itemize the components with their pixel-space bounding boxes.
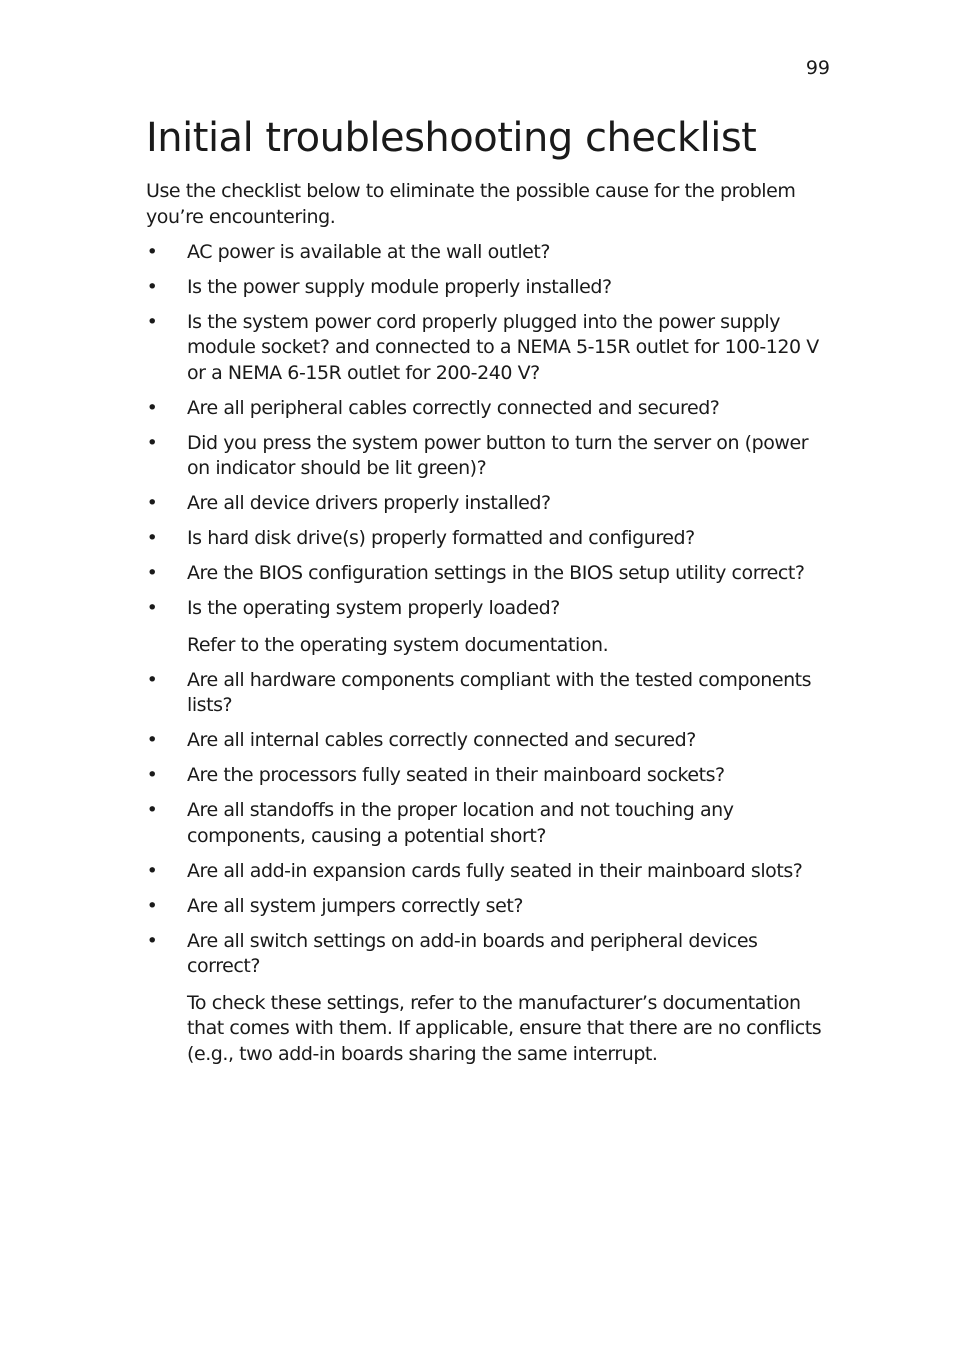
checklist-item-text: Is the power supply module properly installed? (187, 275, 612, 298)
checklist-item (146, 491, 836, 517)
bullet-icon: • (146, 929, 158, 952)
checklist-item (146, 798, 836, 849)
checklist-item-text: Are all peripheral cables correctly connected and secured? (187, 396, 720, 419)
checklist-item (146, 431, 836, 482)
checklist-item (146, 275, 836, 301)
page-title: Initial troubleshooting checklist (146, 115, 757, 161)
bullet-icon: • (146, 764, 158, 786)
checklist-item-note: To check these settings, refer to the manufacturer’s documentation that comes with them. If applicable, ensure that there are no conflicts (e.g., two add-in boards sharing the same interrupt. (187, 991, 822, 1065)
bullet-icon: • (146, 527, 158, 549)
checklist-item (146, 728, 836, 754)
checklist-item (146, 561, 836, 587)
checklist-item-text: Is the system power cord properly plugged into the power supply module socket? and connected to a NEMA 5-15R outlet for 100-120 V or a NEMA 6-15R outlet for 200-240 V? (187, 310, 819, 384)
bullet-icon: • (146, 240, 158, 263)
checklist-item-text: Is the operating system properly loaded? (187, 597, 560, 619)
bullet-icon: • (146, 894, 158, 917)
bullet-icon: • (146, 431, 158, 454)
checklist-item-text: Did you press the system power button to turn the server on (power on indicator should be lit green)? (187, 431, 809, 479)
intro-paragraph: Use the checklist below to eliminate the possible cause for the problem you’re encountering. (146, 180, 796, 228)
bullet-icon: • (146, 562, 158, 584)
page-content (146, 112, 836, 1067)
checklist-item (146, 310, 836, 387)
checklist-item-note: Refer to the operating system documentation. (187, 633, 609, 656)
bullet-icon: • (146, 310, 158, 333)
checklist-item-text: Are all add-in expansion cards fully seated in their mainboard slots? (187, 859, 803, 882)
checklist-item (146, 396, 836, 422)
checklist-item (146, 240, 836, 266)
bullet-icon: • (146, 597, 158, 619)
checklist-item (146, 526, 836, 552)
checklist-item (146, 929, 836, 1068)
bullet-icon: • (146, 729, 158, 751)
checklist-item-text: Are the BIOS configuration settings in the BIOS setup utility correct? (187, 562, 805, 584)
checklist-item-text: Are all standoffs in the proper location and not touching any components, causing a potential short? (187, 799, 734, 847)
checklist-item (146, 859, 836, 885)
page-number: 99 (805, 57, 830, 79)
checklist-item-text: Are the processors fully seated in their mainboard sockets? (187, 764, 725, 786)
checklist-item (146, 763, 836, 789)
bullet-icon: • (146, 396, 158, 419)
bullet-icon: • (146, 275, 158, 298)
checklist-item-text: Are all switch settings on add-in boards and peripheral devices correct? (187, 929, 758, 977)
bullet-icon: • (146, 859, 158, 882)
checklist-item-text: Are all device drivers properly installed? (187, 492, 551, 514)
checklist-item-text: Are all internal cables correctly connected and secured? (187, 729, 696, 751)
troubleshooting-checklist (146, 240, 836, 1068)
checklist-item (146, 894, 836, 920)
checklist-item-text: Is hard disk drive(s) properly formatted and configured? (187, 527, 695, 549)
bullet-icon: • (146, 799, 158, 821)
bullet-icon: • (146, 492, 158, 514)
checklist-item-text: Are all hardware components compliant with the tested components lists? (187, 668, 812, 716)
checklist-item (146, 596, 836, 658)
checklist-item-text: Are all system jumpers correctly set? (187, 894, 523, 917)
checklist-item-text: AC power is available at the wall outlet? (187, 240, 551, 263)
bullet-icon: • (146, 668, 158, 691)
checklist-item (146, 668, 836, 719)
